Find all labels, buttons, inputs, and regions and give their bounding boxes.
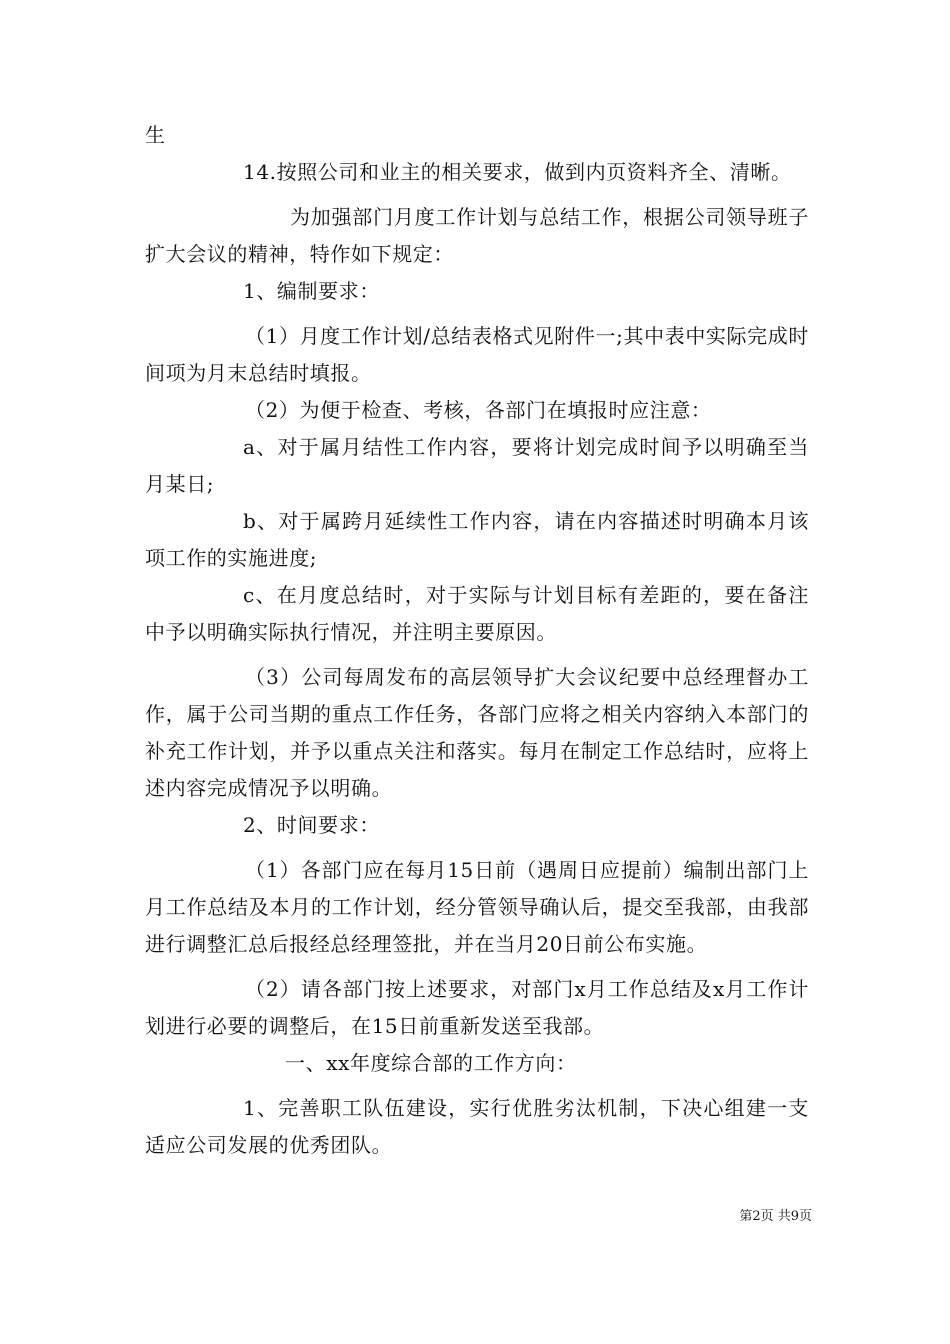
paragraph-item-c: c、在月度总结时，对于实际与计划目标有差距的，要在备注中予以明确实际执行情况，并注明主要原因。 xyxy=(145,583,809,644)
paragraph-item-14: 14.按照公司和业主的相关要求，做到内页资料齐全、清晰。 xyxy=(243,160,792,184)
heading-annual-direction: 一、xx年度综合部的工作方向： xyxy=(285,1051,577,1075)
heading-compile-requirements: 1、编制要求： xyxy=(243,279,380,303)
paragraph-requirement-2: （2）为便于检查、考核，各部门在填报时应注意： xyxy=(245,398,712,422)
paragraph-continuation: 生 xyxy=(145,123,166,147)
paragraph-time-1: （1）各部门应在每月15日前（遇周日应提前）编制出部门上月工作总结及本月的工作计划，经分管领导确认后，提交至我部，由我部进行调整汇总后报经总经理签批，并在当月20日前公布实施。 xyxy=(145,858,809,956)
paragraph-requirement-3: （3）公司每周发布的高层领导扩大会议纪要中总经理督办工作，属于公司当期的重点工作任务，各部门应将之相关内容纳入本部门的补充工作计划，并予以重点关注和落实。每月在制定工作总结时，应将上述内容完成情况予以明确。 xyxy=(145,665,809,800)
paragraph-item-b: b、对于属跨月延续性工作内容，请在内容描述时明确本月该项工作的实施进度; xyxy=(145,509,809,570)
heading-time-requirements: 2、时间要求： xyxy=(243,813,380,837)
page-number-footer: 第2页 共9页 xyxy=(739,1209,812,1224)
paragraph-intro: 为加强部门月度工作计划与总结工作，根据公司领导班子扩大会议的精神，特作如下规定： xyxy=(145,205,809,266)
paragraph-time-2: （2）请各部门按上述要求，对部门x月工作总结及x月工作计划进行必要的调整后，在15日前重新发送至我部。 xyxy=(145,977,809,1038)
paragraph-item-a: a、对于属月结性工作内容，要将计划完成时间予以明确至当月某日; xyxy=(145,435,809,496)
document-body xyxy=(145,117,809,1164)
paragraph-requirement-1: （1）月度工作计划/总结表格式见附件一;其中表中实际完成时间项为月末总结时填报。 xyxy=(145,324,809,385)
paragraph-direction-1: 1、完善职工队伍建设，实行优胜劣汰机制，下决心组建一支适应公司发展的优秀团队。 xyxy=(145,1096,809,1157)
